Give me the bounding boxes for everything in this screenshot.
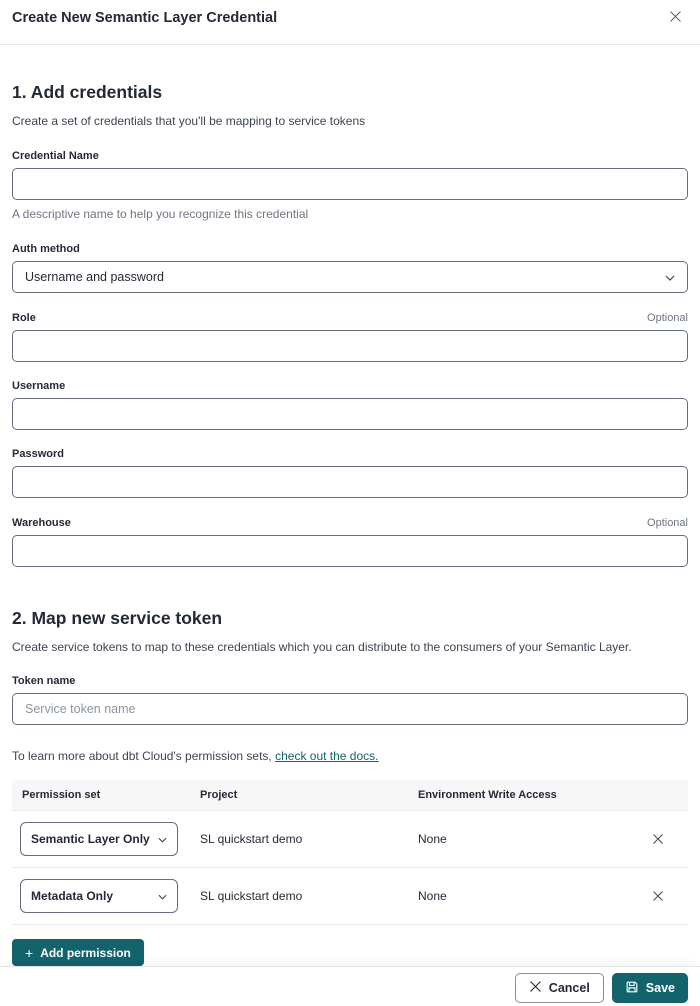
docs-link[interactable]: check out the docs.	[275, 749, 379, 763]
username-label: Username	[12, 380, 66, 392]
auth-method-selected-value: Username and password	[25, 270, 164, 284]
chevron-down-icon	[665, 270, 675, 284]
save-button[interactable]	[612, 973, 688, 1003]
token-name-input[interactable]	[12, 693, 688, 725]
environment-write-access-value: None	[418, 889, 447, 903]
map-token-heading: 2. Map new service token	[12, 608, 223, 628]
add-credentials-heading: 1. Add credentials	[12, 82, 163, 102]
permission-row	[12, 811, 688, 868]
username-input[interactable]	[12, 398, 688, 430]
permissions-table	[12, 780, 688, 925]
credential-name-field	[12, 150, 688, 221]
save-icon	[625, 980, 639, 997]
role-label: Role	[12, 312, 36, 324]
permission-set-selected-value: Semantic Layer Only	[31, 832, 150, 846]
add-credentials-description: Create a set of credentials that you'll be mapping to service tokens	[12, 114, 366, 128]
project-value: SL quickstart demo	[200, 889, 303, 903]
role-input[interactable]	[12, 330, 688, 362]
save-label: Save	[645, 981, 675, 995]
permissions-table-header	[12, 780, 688, 811]
permission-row	[12, 868, 688, 925]
warehouse-field	[12, 517, 688, 567]
permission-set-select[interactable]	[20, 879, 178, 913]
docs-text: To learn more about dbt Cloud's permission sets,	[12, 749, 276, 763]
chevron-down-icon	[158, 889, 167, 903]
environment-write-access-value: None	[418, 832, 447, 846]
modal-title: Create New Semantic Layer Credential	[12, 10, 278, 26]
close-icon	[652, 890, 664, 905]
plus-icon: +	[25, 944, 34, 961]
chevron-down-icon	[158, 832, 167, 846]
column-header-permission-set: Permission set	[22, 789, 101, 801]
cancel-button[interactable]	[515, 973, 604, 1003]
docs-line	[12, 749, 688, 763]
column-header-project: Project	[200, 789, 238, 801]
password-input[interactable]	[12, 466, 688, 498]
role-optional-tag: Optional	[647, 312, 688, 324]
permission-set-select[interactable]	[20, 822, 178, 856]
modal-body	[0, 45, 700, 966]
column-header-environment-write-access: Environment Write Access	[418, 789, 557, 801]
close-icon	[652, 833, 664, 848]
credential-name-input[interactable]	[12, 168, 688, 200]
warehouse-label: Warehouse	[12, 517, 71, 529]
password-field	[12, 448, 688, 498]
username-field	[12, 380, 688, 430]
auth-method-select[interactable]	[12, 261, 688, 293]
warehouse-input[interactable]	[12, 535, 688, 567]
auth-method-field	[12, 243, 688, 293]
permission-set-selected-value: Metadata Only	[31, 889, 114, 903]
map-token-description: Create service tokens to map to these credentials which you can distribute to the consumers of your Semantic Layer.	[12, 640, 632, 654]
add-permission-label: Add permission	[40, 945, 131, 960]
remove-permission-button[interactable]	[648, 886, 668, 906]
token-name-label: Token name	[12, 675, 76, 687]
role-field	[12, 312, 688, 362]
project-value: SL quickstart demo	[200, 832, 303, 846]
modal-footer	[0, 966, 700, 1006]
modal-header	[0, 0, 700, 45]
close-icon	[669, 11, 682, 26]
credential-name-helper: A descriptive name to help you recognize this credential	[12, 207, 309, 221]
token-name-field	[12, 675, 688, 725]
warehouse-optional-tag: Optional	[647, 517, 688, 529]
password-label: Password	[12, 448, 64, 460]
credential-name-label: Credential Name	[12, 150, 99, 162]
remove-permission-button[interactable]	[648, 829, 668, 849]
add-permission-button[interactable]	[12, 939, 144, 966]
close-button[interactable]	[667, 8, 684, 25]
close-icon	[529, 980, 542, 996]
cancel-label: Cancel	[548, 981, 590, 995]
auth-method-label: Auth method	[12, 243, 80, 255]
